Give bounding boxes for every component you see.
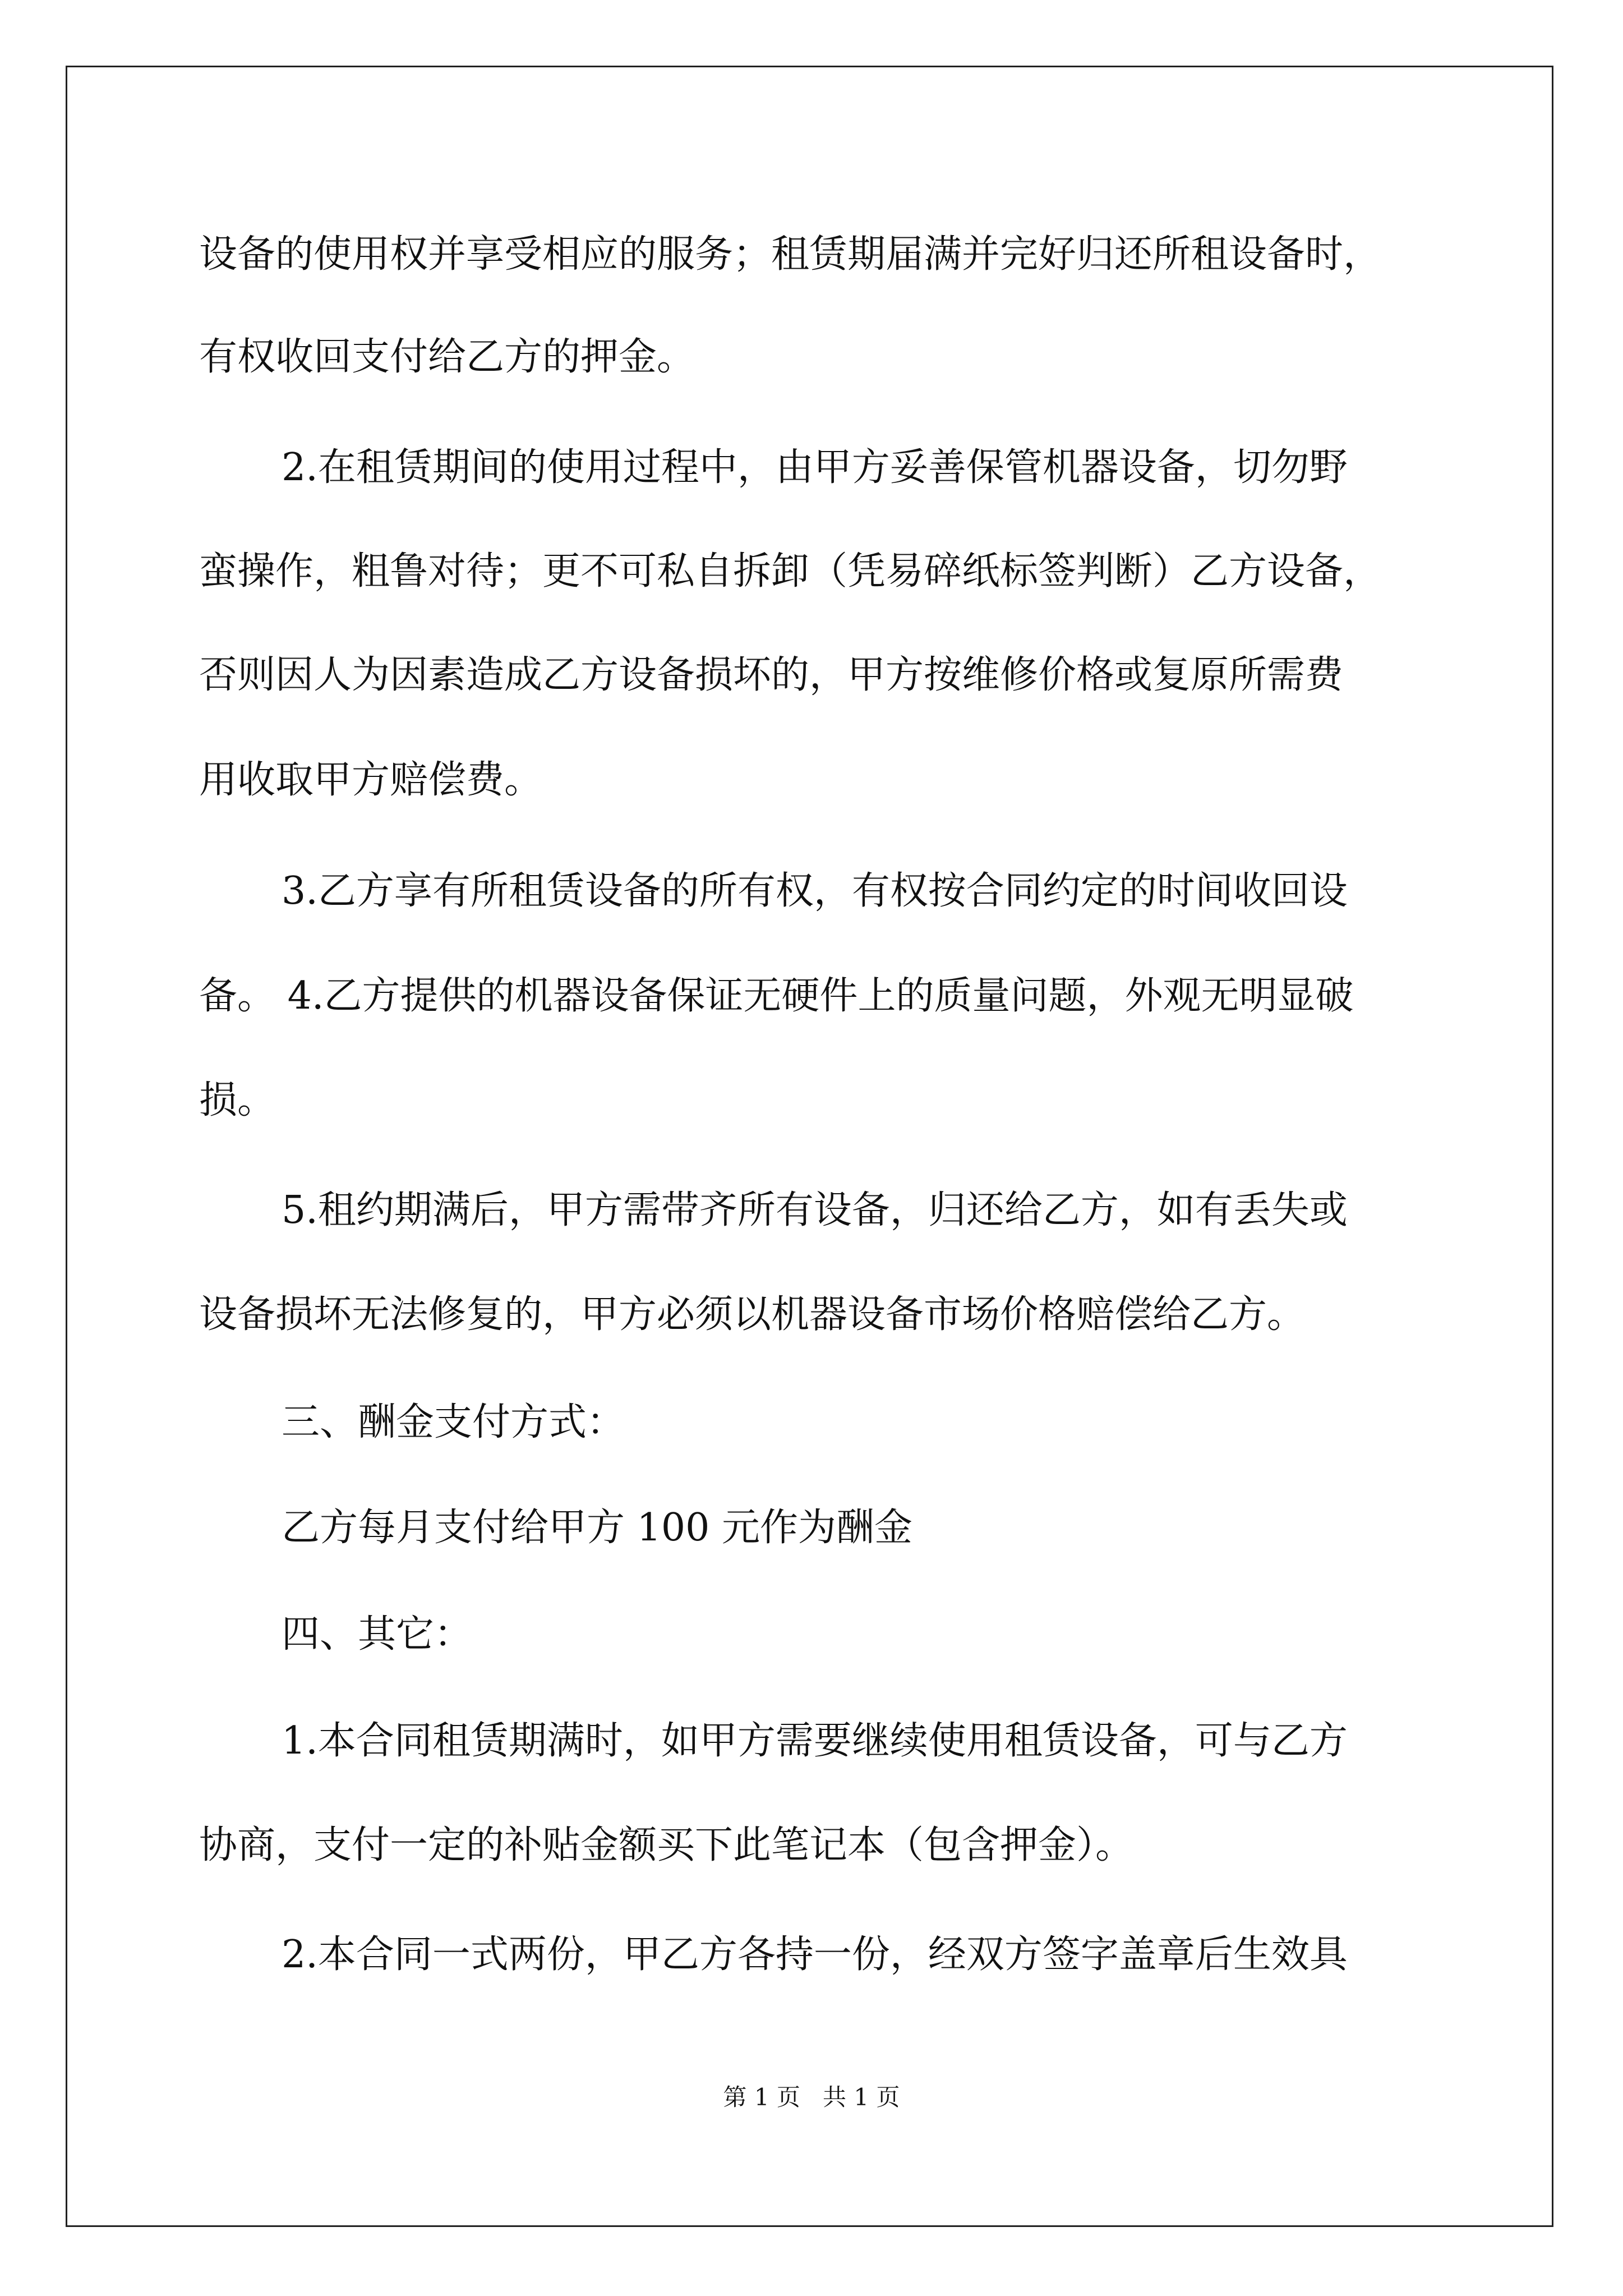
text-line: 否则因人为因素造成乙方设备损坏的，甲方按维修价格或复原所需费 (199, 653, 1344, 697)
text-line: 设备的使用权并享受相应的服务；租赁期届满并完好归还所租设备时， (199, 232, 1382, 277)
text-line: 蛮操作，粗鲁对待；更不可私自拆卸（凭易碎纸标签判断）乙方设备， (199, 549, 1382, 593)
text-line: 损。 (199, 1078, 276, 1122)
text-line: 用收取甲方赔偿费。 (199, 758, 543, 802)
text-line: 设备损坏无法修复的，甲方必须以机器设备市场价格赔偿给乙方。 (199, 1292, 1306, 1337)
text-line: 协商，支付一定的补贴金额买下此笔记本（包含押金）。 (199, 1823, 1134, 1867)
section-heading: 四、其它： (282, 1612, 473, 1657)
section-heading: 三、酬金支付方式： (282, 1400, 625, 1444)
text-line: 2.在租赁期间的使用过程中，由甲方妥善保管机器设备，切勿野 (282, 445, 1348, 490)
text-line: 乙方每月支付给甲方 100 元作为酬金 (282, 1506, 913, 1550)
text-line: 有权收回支付给乙方的押金。 (199, 335, 695, 379)
page-footer: 第 1 页 共 1 页 (723, 2083, 900, 2111)
text-line: 1.本合同租赁期满时，如甲方需要继续使用租赁设备，可与乙方 (282, 1719, 1348, 1763)
text-line: 3.乙方享有所租赁设备的所有权，有权按合同约定的时间收回设 (282, 869, 1348, 913)
text-line: 5.租约期满后，甲方需带齐所有设备，归还给乙方，如有丢失或 (282, 1188, 1348, 1232)
page-border (66, 66, 1553, 2227)
text-line: 2.本合同一式两份，甲乙方各持一份，经双方签字盖章后生效具 (282, 1932, 1348, 1977)
text-line: 备。 4.乙方提供的机器设备保证无硬件上的质量问题，外观无明显破 (199, 974, 1354, 1018)
